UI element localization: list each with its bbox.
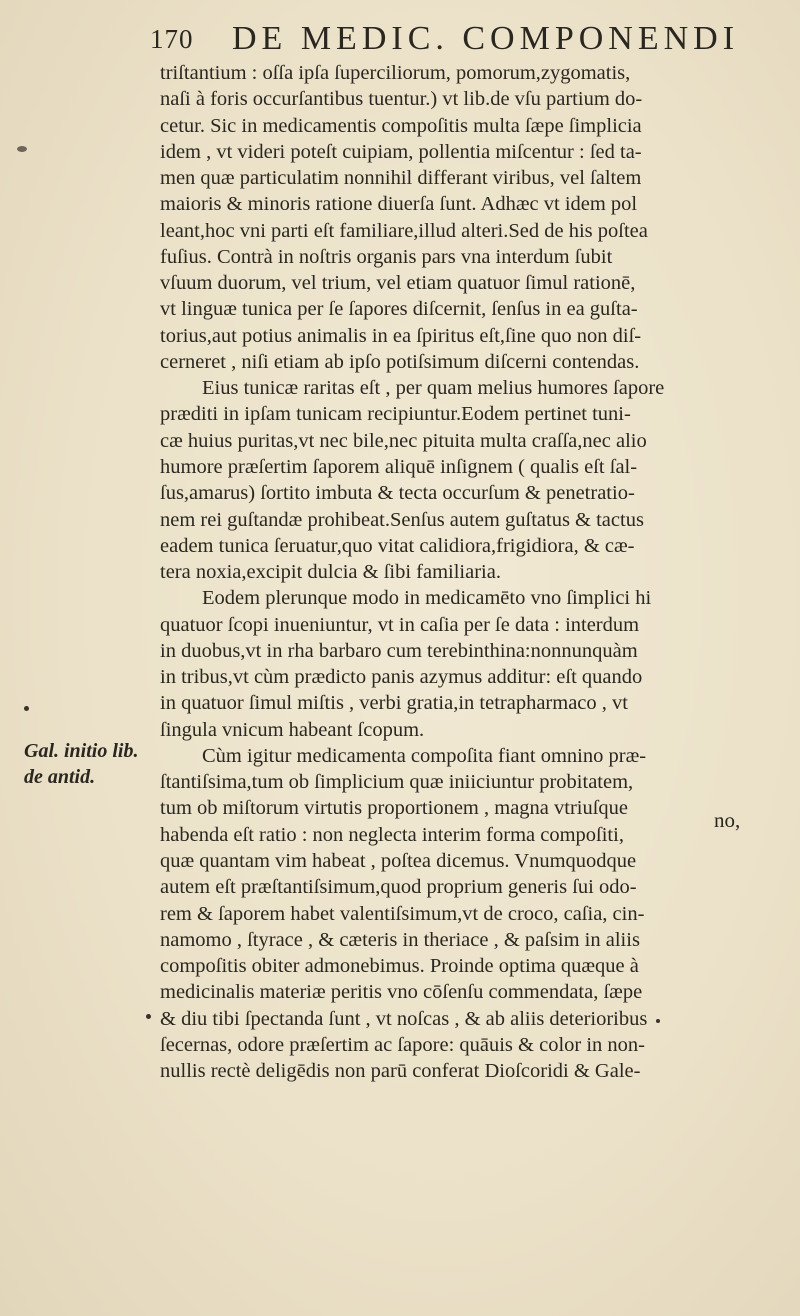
text-line: ſecernas, odore præſertim ac ſapore: quāuis & color in non- [160, 1033, 646, 1056]
ink-speck [17, 146, 27, 152]
text-line: men quæ particulatim nonnihil differant viribus, vel ſaltem [160, 167, 642, 190]
text-line: quatuor ſcopi inueniuntur, vt in caſia per ſe data : interdum [160, 613, 640, 636]
text-line: maioris & minoris ratione diuerſa ſunt. Adhæc vt idem pol [160, 193, 638, 216]
margin-note [24, 738, 138, 790]
text-line: nem rei guſtandæ prohibeat.Senſus autem guſtatus & tactus [160, 508, 644, 531]
ink-speck [146, 1014, 151, 1019]
text-line: in quatuor ſimul miſtis , verbi gratia,in tetrapharmaco , vt [160, 692, 628, 715]
paragraph-start-line: Eodem plerunque modo in medicamēto vno ſimplici hi [202, 587, 652, 610]
catchword: no, [714, 808, 741, 832]
text-line: præditi in ipſam tunicam recipiuntur.Eodem pertinet tuni- [160, 403, 631, 426]
text-line: idem , vt videri poteſt cuipiam, pollentia miſcentur : ſed ta- [160, 140, 642, 163]
text-line: medicinalis materiæ peritis vno cōſenſu commendata, ſæpe [160, 981, 643, 1004]
text-line: habenda eſt ratio : non neglecta interim forma compoſiti, [160, 823, 624, 846]
paragraph-start-line: Eius tunicæ raritas eſt , per quam melius humores ſapore [202, 377, 665, 400]
text-line: cetur. Sic in medicamentis compoſitis multa ſæpe ſimplicia [160, 114, 642, 137]
text-line: compoſitis obiter admonebimus. Proinde optima quæque à [160, 955, 639, 978]
text-line: vſuum duorum, vel trium, vel etiam quatuor ſimul rationē, [160, 272, 636, 295]
text-line: rem & ſaporem habet valentiſsimum,vt de croco, caſia, cin- [160, 902, 645, 925]
text-line: naſi à foris occurſantibus tuentur.) vt lib.de vſu partium do- [160, 88, 643, 111]
text-line: namomo , ſtyrace , & cæteris in theriace , & paſsim in aliis [160, 928, 640, 951]
text-line: ſtantiſsima,tum ob ſimplicium quæ iniiciuntur probitatem, [160, 771, 634, 794]
text-line: autem eſt præſtantiſsimum,quod proprium generis ſui odo- [160, 876, 637, 899]
margin-note-line: de antid. [24, 766, 96, 788]
text-line: in tribus,vt cùm prædicto panis azymus additur: eſt quando [160, 666, 643, 689]
text-line: tera noxia,excipit dulcia & ſibi familiaria. [160, 561, 501, 584]
text-line: humore præſertim ſaporem aliquē inſignem ( qualis eſt ſal- [160, 455, 638, 478]
text-line: & diu tibi ſpectanda ſunt , vt noſcas , & ab aliis deterioribus [160, 1007, 648, 1030]
running-head: DE MEDIC. COMPONENDI [232, 20, 740, 57]
text-line: eadem tunica ſeruatur,quo vitat calidiora,frigidiora, & cæ- [160, 534, 635, 557]
text-line: fuſius. Contrà in noſtris organis pars vna interdum ſubit [160, 245, 613, 268]
text-line: vt linguæ tunica per ſe ſapores diſcernit, ſenſus in ea guſta- [160, 298, 638, 321]
page-number: 170 [150, 24, 194, 54]
text-line: nullis rectè deligēdis non parū conferat Dioſcoridi & Gale- [160, 1060, 641, 1083]
margin-note-line: Gal. initio lib. [24, 740, 139, 762]
text-line: torius,aut potius animalis in ea ſpiritus eſt,ſine quo non diſ- [160, 324, 642, 347]
text-line: cerneret , niſi etiam ab ipſo potiſsimum diſcerni contendas. [160, 350, 640, 373]
ink-speck [656, 1019, 660, 1023]
paragraph-start-line: Cùm igitur medicamenta compoſita fiant omnino præ- [202, 744, 647, 767]
text-line: triſtantium : oſſa ipſa ſuperciliorum, pomorum,zygomatis, [160, 62, 631, 84]
text-line: ſingula vnicum habeant ſcopum. [160, 718, 425, 741]
text-line: quæ quantam vim habeat , poſtea dicemus. Vnumquodque [160, 849, 637, 872]
text-line: ſus,amarus) ſortito imbuta & tecta occurſum & penetratio- [160, 482, 635, 505]
ink-speck [24, 706, 29, 711]
body-text [160, 60, 770, 1084]
text-line: cæ huius puritas,vt nec bile,nec pituita multa craſſa,nec alio [160, 429, 647, 452]
text-line: in duobus,vt in rha barbaro cum terebinthina:nonnunquàm [160, 639, 638, 662]
text-line: tum ob miſtorum virtutis proportionem , magna vtriuſque [160, 797, 629, 820]
text-line: leant,hoc vni parti eſt familiare,illud alteri.Sed de his poſtea [160, 219, 648, 242]
